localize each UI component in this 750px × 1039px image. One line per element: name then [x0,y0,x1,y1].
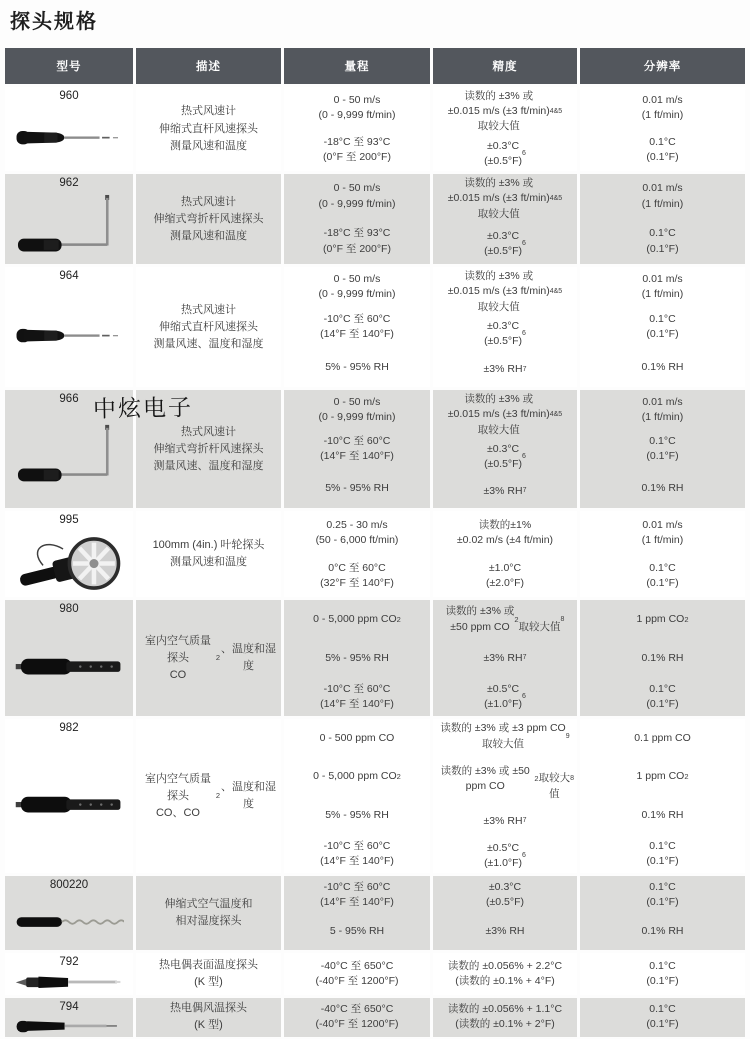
resolution-value: 0.1°C (0.1°F) [646,435,679,463]
accuracy-cell [433,876,577,950]
accuracy-value: ±3% RH 7 [483,363,527,376]
resolution-value: 0.1% RH [641,360,684,373]
resolution-value: 0.01 m/s (1 ft/min) [641,182,684,210]
resolution-value: 0.1°C (0.1°F) [646,561,679,589]
range-cell [284,87,430,171]
model-cell [5,267,133,387]
accuracy-value: ±3% RH 7 [483,651,527,664]
model-cell [5,876,133,950]
resolution-value: 0.01 m/s (1 ft/min) [641,518,684,546]
table-row [5,953,745,994]
resolution-cell [580,953,745,994]
table-row [5,998,745,1037]
probe-description: 室内空气质量探头 CO、CO 2 、温度和湿度 [136,719,281,873]
page-title: 探头规格 [10,11,98,33]
range-value: 0 - 500 ppm CO [319,731,395,744]
range-cell [284,390,430,508]
range-cell [284,876,430,950]
telescopic-rh-probe-image [5,893,133,950]
resolution-value: 1 ppm CO 2 [636,613,689,625]
accuracy-value: 读数的 ±3% 或 ±0.015 m/s (±3 ft/min) 取较大值 4&5 [447,270,563,313]
accuracy-value: 读数的 ±3% 或 ±0.015 m/s (±3 ft/min) 取较大值 4&5 [447,177,563,220]
accuracy-value: ±0.5°C (±1.0°F) 6 [484,682,526,710]
accuracy-value: ±0.3°C (±0.5°F) 6 [484,139,526,167]
column-header: 型号 [5,48,133,84]
accuracy-value: 读数的±1% ±0.02 m/s (±4 ft/min) [456,518,554,546]
straight-anemometer-probe-image [5,284,133,387]
range-value: 5% - 95% RH [325,360,389,373]
resolution-value: 0.1 ppm CO [634,731,691,744]
accuracy-cell [433,511,577,597]
iaq-probe-image [5,736,133,873]
resolution-value: 0.1°C (0.1°F) [646,227,679,255]
spec-table [5,48,745,1037]
resolution-value: 0.1°C (0.1°F) [646,839,679,868]
table-row [5,511,745,597]
accuracy-value: 读数的 ±3% 或 ±3 ppm CO 取较大值 9 [440,722,570,750]
resolution-value: 0.01 m/s (1 ft/min) [641,395,684,423]
range-value: 0 - 5,000 ppm CO 2 [313,613,401,625]
probe-description: 热电偶表面温度探头 (K 型) [136,953,281,994]
resolution-value: 0.01 m/s (1 ft/min) [641,273,684,301]
resolution-cell [580,267,745,387]
range-value: -18°C 至 93°C (0°F 至 200°F) [323,135,391,164]
resolution-value: 0.1°C (0.1°F) [646,880,679,908]
resolution-value: 0.1% RH [641,481,684,494]
model-number: 800220 [49,879,89,892]
straight-anemometer-probe-image [5,104,133,171]
resolution-value: 0.1% RH [641,925,684,938]
column-header: 描述 [136,48,281,84]
table-row [5,174,745,264]
range-cell [284,267,430,387]
model-number: 792 [59,956,79,969]
accuracy-cell [433,267,577,387]
resolution-cell [580,390,745,508]
probe-description: 热式风速计 伸缩式直杆风速探头 测量风速和温度 [136,87,281,171]
accuracy-cell [433,174,577,264]
model-number: 962 [59,177,79,190]
range-value: 0 - 5,000 ppm CO 2 [313,770,401,783]
model-cell [5,953,133,994]
column-header: 量程 [284,48,430,84]
resolution-cell [580,87,745,171]
resolution-value: 0.01 m/s (1 ft/min) [641,93,684,122]
accuracy-value: ±3% RH [485,925,525,938]
range-value: -10°C 至 60°C (14°F 至 140°F) [320,839,394,868]
range-value: -18°C 至 93°C (0°F 至 200°F) [323,227,391,255]
model-number: 794 [59,1000,79,1013]
range-value: 5 - 95% RH [329,925,385,938]
accuracy-cell [433,719,577,873]
model-number: 964 [59,270,79,283]
range-cell [284,719,430,873]
resolution-cell [580,174,745,264]
range-cell [284,174,430,264]
resolution-value: 0.1% RH [641,651,684,664]
accuracy-value: 读数的 ±3% 或 ±0.015 m/s (±3 ft/min) 取较大值 4&5 [447,393,563,436]
model-cell [5,719,133,873]
probe-description: 100mm (4in.) 叶轮探头 测量风速和温度 [136,511,281,597]
accuracy-value: 读数的 ±3% 或 ±50 ppm CO 2 取较大值 8 [445,605,565,633]
table-row [5,390,745,508]
range-value: 0.25 - 30 m/s (50 - 6,000 ft/min) [315,518,399,546]
range-value: -10°C 至 60°C (14°F 至 140°F) [320,880,394,908]
table-row [5,267,745,387]
accuracy-value: ±0.3°C (±0.5°F) [486,880,524,908]
resolution-value: 0.1% RH [641,808,684,821]
range-value: 0°C 至 60°C (32°F 至 140°F) [320,561,394,589]
iaq-probe-image [5,617,133,716]
range-value: 0 - 50 m/s (0 - 9,999 ft/min) [318,395,396,423]
accuracy-value: 读数的 ±0.056% + 1.1°C (读数的 ±0.1% + 2°F) [447,1003,563,1031]
probe-description: 伸缩式空气温度和 相对湿度探头 [136,876,281,950]
table-header-row [5,48,745,84]
model-cell [5,998,133,1037]
bent-anemometer-probe-image [5,191,133,264]
range-cell [284,600,430,716]
range-value: 0 - 50 m/s (0 - 9,999 ft/min) [318,182,396,210]
accuracy-value: ±3% RH 7 [483,814,527,827]
resolution-value: 0.1°C (0.1°F) [646,1003,679,1031]
model-cell [5,174,133,264]
range-value: 5% - 95% RH [325,808,389,821]
resolution-value: 1 ppm CO 2 [636,770,689,783]
thermocouple-air-probe-image [5,1015,133,1037]
accuracy-value: ±0.5°C (±1.0°F) 6 [484,841,526,869]
model-number: 966 [59,393,79,406]
accuracy-value: ±3% RH 7 [483,484,527,497]
range-cell [284,511,430,597]
accuracy-cell [433,390,577,508]
accuracy-value: ±0.3°C (±0.5°F) 6 [484,229,526,257]
accuracy-cell [433,600,577,716]
probe-description: 热式风速计 伸缩式直杆风速探头 测量风速、温度和湿度 [136,267,281,387]
probe-description: 热电偶风温探头 (K 型) [136,998,281,1037]
resolution-cell [580,998,745,1037]
accuracy-cell [433,87,577,171]
accuracy-value: ±1.0°C (±2.0°F) [486,561,524,589]
resolution-cell [580,600,745,716]
vane-probe-image [5,528,133,597]
table-row [5,876,745,950]
probe-description: 热式风速计 伸缩式弯折杆风速探头 测量风速和温度 [136,174,281,264]
range-value: -40°C 至 650°C (-40°F 至 1200°F) [315,1003,399,1031]
accuracy-value: ±0.3°C (±0.5°F) 6 [484,442,526,471]
accuracy-value: 读数的 ±0.056% + 2.2°C (读数的 ±0.1% + 4°F) [447,959,563,988]
model-number: 995 [59,514,79,527]
model-number: 982 [59,722,79,735]
probe-description: 热式风速计 伸缩式弯折杆风速探头 测量风速、温度和湿度 [136,390,281,508]
column-header: 精度 [433,48,577,84]
range-cell [284,953,430,994]
probe-description: 室内空气质量探头 CO 2 、温度和湿度 [136,600,281,716]
model-cell [5,87,133,171]
range-value: -10°C 至 60°C (14°F 至 140°F) [320,435,394,463]
range-value: 0 - 50 m/s (0 - 9,999 ft/min) [318,273,396,301]
range-cell [284,998,430,1037]
resolution-cell [580,511,745,597]
table-row [5,87,745,171]
accuracy-value: ±0.3°C (±0.5°F) 6 [484,320,526,348]
thermocouple-surface-probe-image [5,970,133,995]
model-cell [5,600,133,716]
resolution-value: 0.1°C (0.1°F) [646,682,679,710]
accuracy-value: 读数的 ±3% 或 ±50 ppm CO 2 取较大值 8 [440,764,574,800]
watermark-text: 中炫电子 [92,395,194,424]
range-value: 5% - 95% RH [325,481,389,494]
range-value: 5% - 95% RH [325,651,389,664]
resolution-value: 0.1°C (0.1°F) [646,313,679,341]
accuracy-value: 读数的 ±3% 或 ±0.015 m/s (±3 ft/min) 取较大值 4&5 [447,90,563,133]
table-row [5,600,745,716]
table-row [5,719,745,873]
accuracy-cell [433,998,577,1037]
range-value: 0 - 50 m/s (0 - 9,999 ft/min) [318,93,396,122]
resolution-value: 0.1°C (0.1°F) [646,135,679,164]
model-number: 960 [59,90,79,102]
accuracy-cell [433,953,577,994]
model-number: 980 [59,603,79,616]
range-value: -10°C 至 60°C (14°F 至 140°F) [320,682,394,710]
resolution-cell [580,719,745,873]
model-cell [5,511,133,597]
resolution-value: 0.1°C (0.1°F) [646,959,679,988]
range-value: -10°C 至 60°C (14°F 至 140°F) [320,313,394,341]
range-value: -40°C 至 650°C (-40°F 至 1200°F) [315,959,399,988]
resolution-cell [580,876,745,950]
column-header: 分辨率 [580,48,745,84]
